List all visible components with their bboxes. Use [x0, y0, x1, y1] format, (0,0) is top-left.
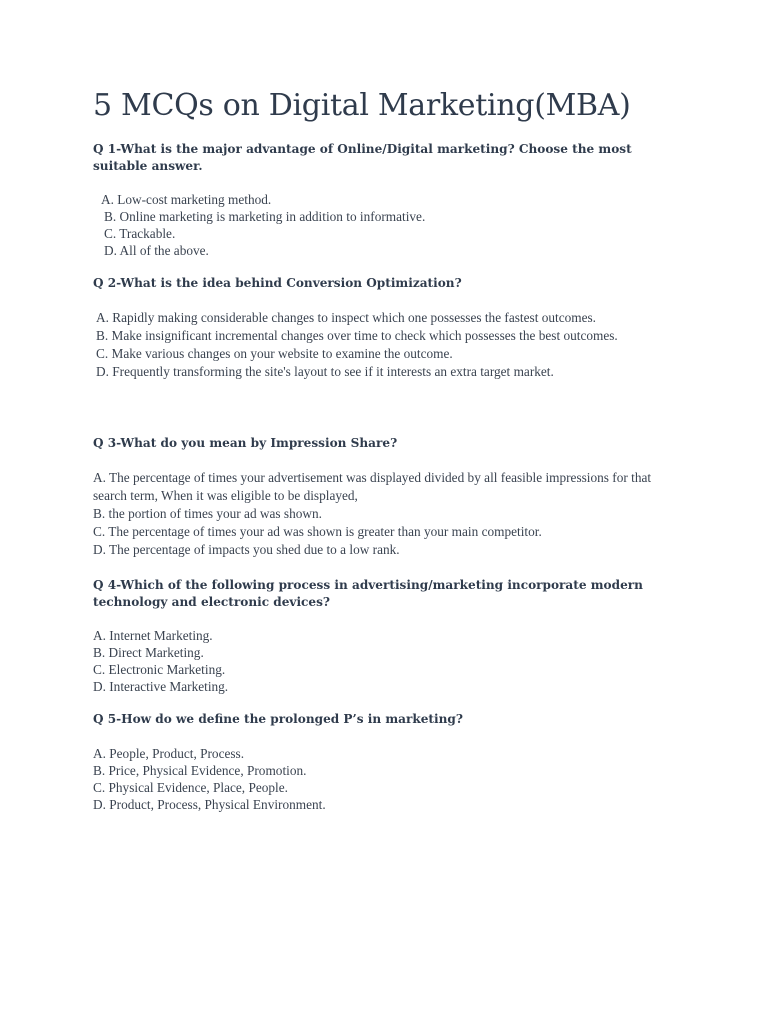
- option-5c: C. Physical Evidence, Place, People.: [93, 780, 288, 795]
- option-5d: D. Product, Process, Physical Environment.: [93, 797, 326, 812]
- option-2d: D. Frequently transforming the site's layout to see if it interests an extra target market.: [96, 364, 554, 379]
- option-3a: A. The percentage of times your advertisement was displayed divided by all feasible impressions for that search term, When it was eligible to be displayed,: [93, 470, 652, 503]
- option-2c: C. Make various changes on your website to examine the outcome.: [96, 346, 453, 361]
- page-title: 5 MCQs on Digital Marketing(MBA): [93, 88, 631, 123]
- question-5: Q 5-How do we define the prolonged P’s in marketing?: [93, 712, 463, 726]
- question-2-options: [93, 309, 653, 381]
- option-3c: C. The percentage of times your ad was shown is greater than your main competitor.: [93, 524, 542, 539]
- option-1b: B. Online marketing is marketing in addition to informative.: [104, 209, 426, 224]
- option-4b: B. Direct Marketing.: [93, 645, 204, 660]
- option-3b: B. the portion of times your ad was shown.: [93, 506, 322, 521]
- question-2: Q 2-What is the idea behind Conversion Optimization?: [93, 276, 462, 290]
- option-4d: D. Interactive Marketing.: [93, 679, 229, 694]
- option-5a: A. People, Product, Process.: [93, 746, 245, 761]
- option-1a: A. Low-cost marketing method.: [101, 192, 272, 207]
- option-2a: A. Rapidly making considerable changes to inspect which one possesses the fastest outcomes.: [96, 310, 596, 325]
- question-5-options: [93, 745, 653, 813]
- option-1c: C. Trackable.: [104, 226, 176, 241]
- question-1-options: [101, 191, 661, 259]
- question-3-options: [93, 469, 653, 559]
- question-1: Q 1-What is the major advantage of Online/Digital marketing? Choose the most suitable answer.: [93, 142, 632, 173]
- option-3d: D. The percentage of impacts you shed due to a low rank.: [93, 542, 400, 557]
- option-4c: C. Electronic Marketing.: [93, 662, 226, 677]
- option-5b: B. Price, Physical Evidence, Promotion.: [93, 763, 307, 778]
- question-4: Q 4-Which of the following process in advertising/marketing incorporate modern technology and electronic devices?: [93, 578, 643, 609]
- option-1d: D. All of the above.: [104, 243, 209, 258]
- option-4a: A. Internet Marketing.: [93, 628, 213, 643]
- question-3: Q 3-What do you mean by Impression Share?: [93, 436, 398, 450]
- option-2b: B. Make insignificant incremental changes over time to check which possesses the best outcomes.: [96, 328, 618, 343]
- question-4-options: [93, 627, 653, 695]
